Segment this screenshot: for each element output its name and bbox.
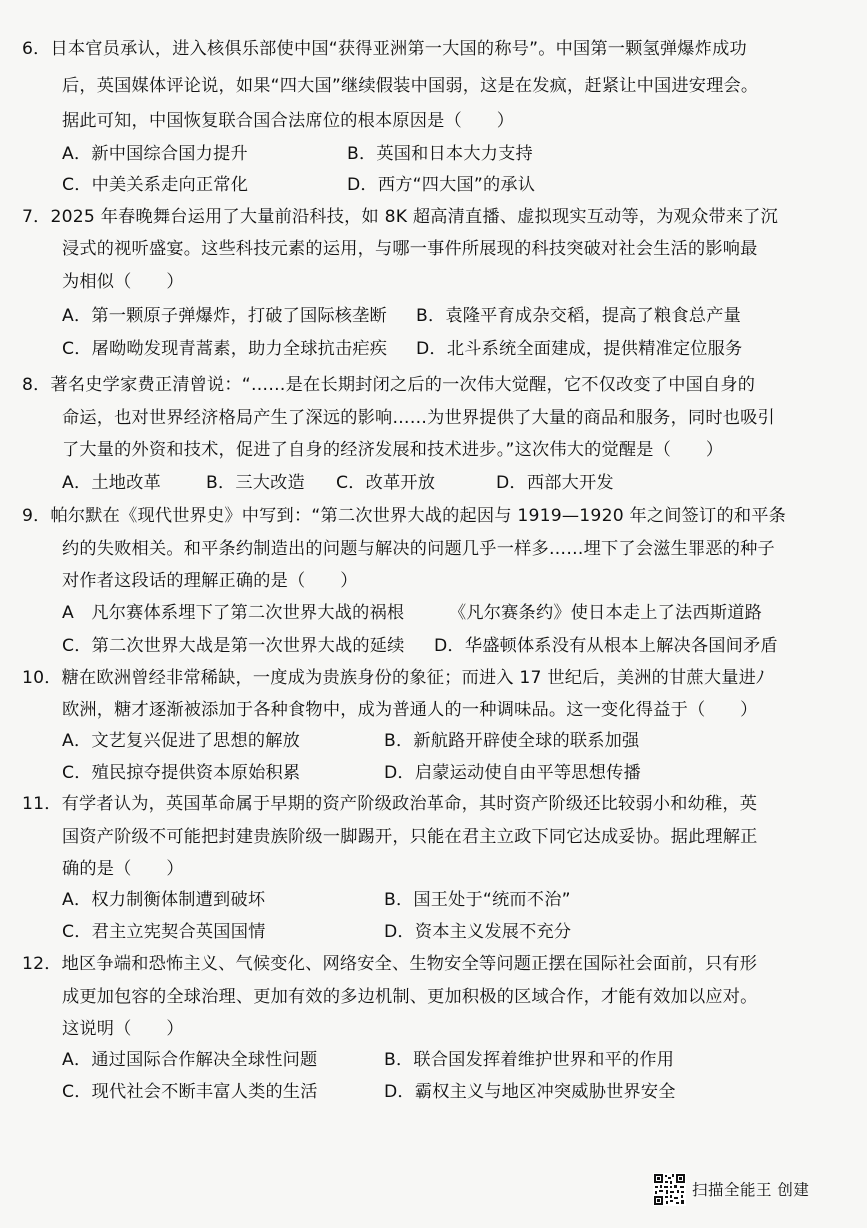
option-a: A．权力制衡体制遭到破坏 — [62, 890, 266, 910]
question-text-line: 浸式的视听盛宴。这些科技元素的运用，与哪一事件所展现的科技突破对社会生活的影响最 — [62, 239, 758, 259]
question-text-line: 命运，也对世界经济格局产生了深远的影响……为世界提供了大量的商品和服务，同时也吸引 — [62, 408, 775, 428]
option-c: C．屠呦呦发现青蒿素，助力全球抗击疟疾 — [62, 339, 388, 359]
option-c: C．君主立宪契合英国国情 — [62, 922, 266, 942]
option-c: C．第二次世界大战是第一次世界大战的延续 — [62, 636, 405, 656]
option-b: B．联合国发挥着维护世界和平的作用 — [384, 1050, 675, 1070]
question-text-line: 8．著名史学家费正清曾说：“……是在长期封闭之后的一次伟大觉醒，它不仅改变了中国自身的 — [22, 375, 756, 395]
option-b: B．三大改造 — [206, 473, 305, 493]
question-text-line: 这说明（ ） — [62, 1019, 184, 1039]
option-d: D．华盛顿体系没有从根本上解决各国间矛盾 — [434, 636, 778, 656]
option-b: 《凡尔赛条约》使日本走上了法西斯道路 — [449, 603, 762, 623]
question-text-line: 为相似（ ） — [62, 272, 184, 292]
option-a: A．新中国综合国力提升 — [62, 144, 248, 164]
question-text-line: 确的是（ ） — [62, 859, 184, 879]
option-a: A．文艺复兴促进了思想的解放 — [62, 731, 300, 751]
option-d: D．北斗系统全面建成，提供精准定位服务 — [416, 339, 743, 359]
option-a: A 凡尔赛体系埋下了第二次世界大战的祸根 — [62, 603, 405, 623]
option-d: D．启蒙运动使自由平等思想传播 — [384, 763, 641, 783]
question-text-line: 9．帕尔默在《现代世界史》中写到：“第二次世界大战的起因与 1919—1920 年之间签订的和平条 — [22, 506, 786, 526]
question-text-line: 11．有学者认为，英国革命属于早期的资产阶级政治革命，其时资产阶级还比较弱小和幼稚，英 — [22, 794, 758, 814]
option-a: A．通过国际合作解决全球性问题 — [62, 1050, 318, 1070]
question-text-line: 约的失败相关。和平条约制造出的问题与解决的问题几乎一样多……埋下了会滋生罪恶的种子 — [62, 539, 775, 559]
option-a: A．第一颗原子弹爆炸，打破了国际核垄断 — [62, 306, 387, 326]
question-text-line: 据此可知，中国恢复联合国合法席位的根本原因是（ ） — [62, 111, 515, 131]
option-b: B．新航路开辟使全球的联系加强 — [384, 731, 640, 751]
watermark-text: 扫描全能王 创建 — [692, 1181, 810, 1199]
question-text-line: 后，英国媒体评论说，如果“四大国”继续假装中国弱，这是在发疯，赶紧让中国进安理会。 — [62, 76, 759, 96]
option-c: C．殖民掠夺提供资本原始积累 — [62, 763, 301, 783]
option-d: D．霸权主义与地区冲突威胁世界安全 — [384, 1082, 676, 1102]
option-d: D．西方“四大国”的承认 — [347, 175, 536, 195]
question-text-line: 6．日本官员承认，进入核俱乐部使中国“获得亚洲第一大国的称号”。中国第一颗氢弹爆炸成功 — [22, 39, 747, 59]
option-b: B．国王处于“统而不治” — [384, 890, 571, 910]
option-c: C．中美关系走向正常化 — [62, 175, 249, 195]
question-text-line: 了大量的外资和技术，促进了自身的经济发展和技术进步。”这次伟大的觉醒是（ ） — [62, 440, 724, 460]
option-d: D．西部大开发 — [496, 473, 614, 493]
option-c: C．现代社会不断丰富人类的生活 — [62, 1082, 318, 1102]
option-c: C．改革开放 — [336, 473, 436, 493]
question-text-line: 10．糖在欧洲曾经非常稀缺，一度成为贵族身份的象征；而进入 17 世纪后，美洲的甘蔗大量进ﾉ — [22, 668, 765, 688]
qr-code-icon — [653, 1173, 686, 1206]
option-a: A．土地改革 — [62, 473, 161, 493]
option-b: B．英国和日本大力支持 — [347, 144, 533, 164]
option-b: B．袁隆平育成杂交稻，提高了粮食总产量 — [416, 306, 741, 326]
question-text-line: 欧洲，糖才逐渐被添加于各种食物中，成为普通人的一种调味品。这一变化得益于（ ） — [62, 700, 758, 720]
scanner-watermark — [653, 1172, 809, 1206]
question-text-line: 成更加包容的全球治理、更加有效的多边机制、更加积极的区域合作，才能有效加以应对。 — [62, 987, 758, 1007]
question-text-line: 7．2025 年春晚舞台运用了大量前沿科技，如 8K 超高清直播、虚拟现实互动等，为观众带来了沉 — [22, 207, 779, 227]
option-d: D．资本主义发展不充分 — [384, 922, 572, 942]
question-text-line: 国资产阶级不可能把封建贵族阶级一脚踢开，只能在君主立政下同它达成妥协。据此理解正 — [62, 827, 758, 847]
question-text-line: 对作者这段话的理解正确的是（ ） — [62, 571, 358, 591]
question-text-line: 12．地区争端和恐怖主义、气候变化、网络安全、生物安全等问题正摆在国际社会面前，只有形 — [22, 954, 758, 974]
